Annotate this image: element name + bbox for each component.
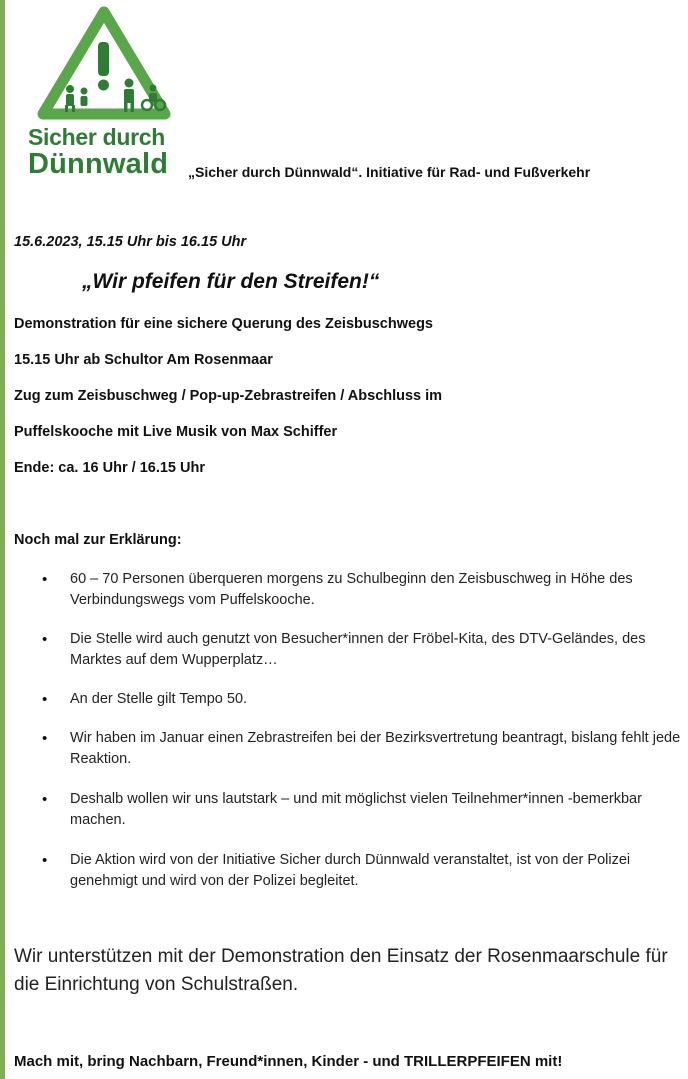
event-line-demonstration: Demonstration für eine sichere Querung des Zeisbuschwegs — [14, 316, 433, 332]
event-line-route: Zug zum Zeisbuschweg / Pop-up-Zebrastreifen / Abschluss im — [14, 388, 443, 404]
list-item-text: 60 – 70 Personen überqueren morgens zu Schulbeginn den Zeisbuschweg in Höhe des Verbindungswegs vom Puffelskooche. — [70, 571, 633, 608]
bullet-icon: • — [42, 571, 48, 588]
exclamation-icon — [98, 42, 109, 76]
explanation-heading: Noch mal zur Erklärung: — [14, 532, 182, 548]
event-date: 15.6.2023, 15.15 Uhr bis 16.15 Uhr — [14, 234, 247, 250]
event-line-music: Puffelskooche mit Live Musik von Max Schiffer — [14, 424, 338, 440]
bullet-icon: • — [42, 691, 48, 708]
bullet-icon: • — [42, 791, 48, 808]
list-item-text: Wir haben im Januar einen Zebrastreifen bei der Bezirksvertretung beantragt, bislang fehlt jede Reaktion. — [70, 730, 681, 767]
logo-text-line2: Dünnwald — [28, 148, 169, 180]
call-to-action: Mach mit, bring Nachbarn, Freund*innen, Kinder - und TRILLERPFEIFEN mit! — [14, 1053, 563, 1070]
bullet-icon: • — [42, 631, 48, 648]
warning-triangle-icon — [37, 6, 172, 121]
support-statement: Wir unterstützen mit der Demonstration den Einsatz der Rosenmaarschule für die Einrichtung von Schulstraßen. — [14, 946, 668, 995]
logo — [22, 6, 187, 180]
event-motto: „Wir pfeifen für den Streifen!“ — [82, 270, 380, 293]
event-line-start: 15.15 Uhr ab Schultor Am Rosenmaar — [14, 352, 273, 368]
logo-text-line1: Sicher durch — [28, 124, 165, 150]
left-border — [0, 0, 5, 1079]
list-item-text: Die Stelle wird auch genutzt von Besucher*innen der Fröbel-Kita, des DTV-Geländes, des Marktes auf dem Wupperplatz… — [70, 631, 646, 668]
bullet-icon: • — [42, 852, 48, 869]
header-tagline: „Sicher durch Dünnwald“. Initiative für Rad- und Fußverkehr — [188, 164, 591, 180]
list-item-text: Deshalb wollen wir uns lautstark – und mit möglichst vielen Teilnehmer*innen -bemerkbar machen. — [70, 791, 642, 828]
event-line-end: Ende: ca. 16 Uhr / 16.15 Uhr — [14, 460, 205, 476]
list-item-text: Die Aktion wird von der Initiative Sicher durch Dünnwald veranstaltet, ist von der Polizei genehmigt und wird von der Polizei begleitet. — [70, 852, 631, 889]
bullet-icon: • — [42, 730, 48, 747]
list-item-text: An der Stelle gilt Tempo 50. — [70, 691, 248, 707]
